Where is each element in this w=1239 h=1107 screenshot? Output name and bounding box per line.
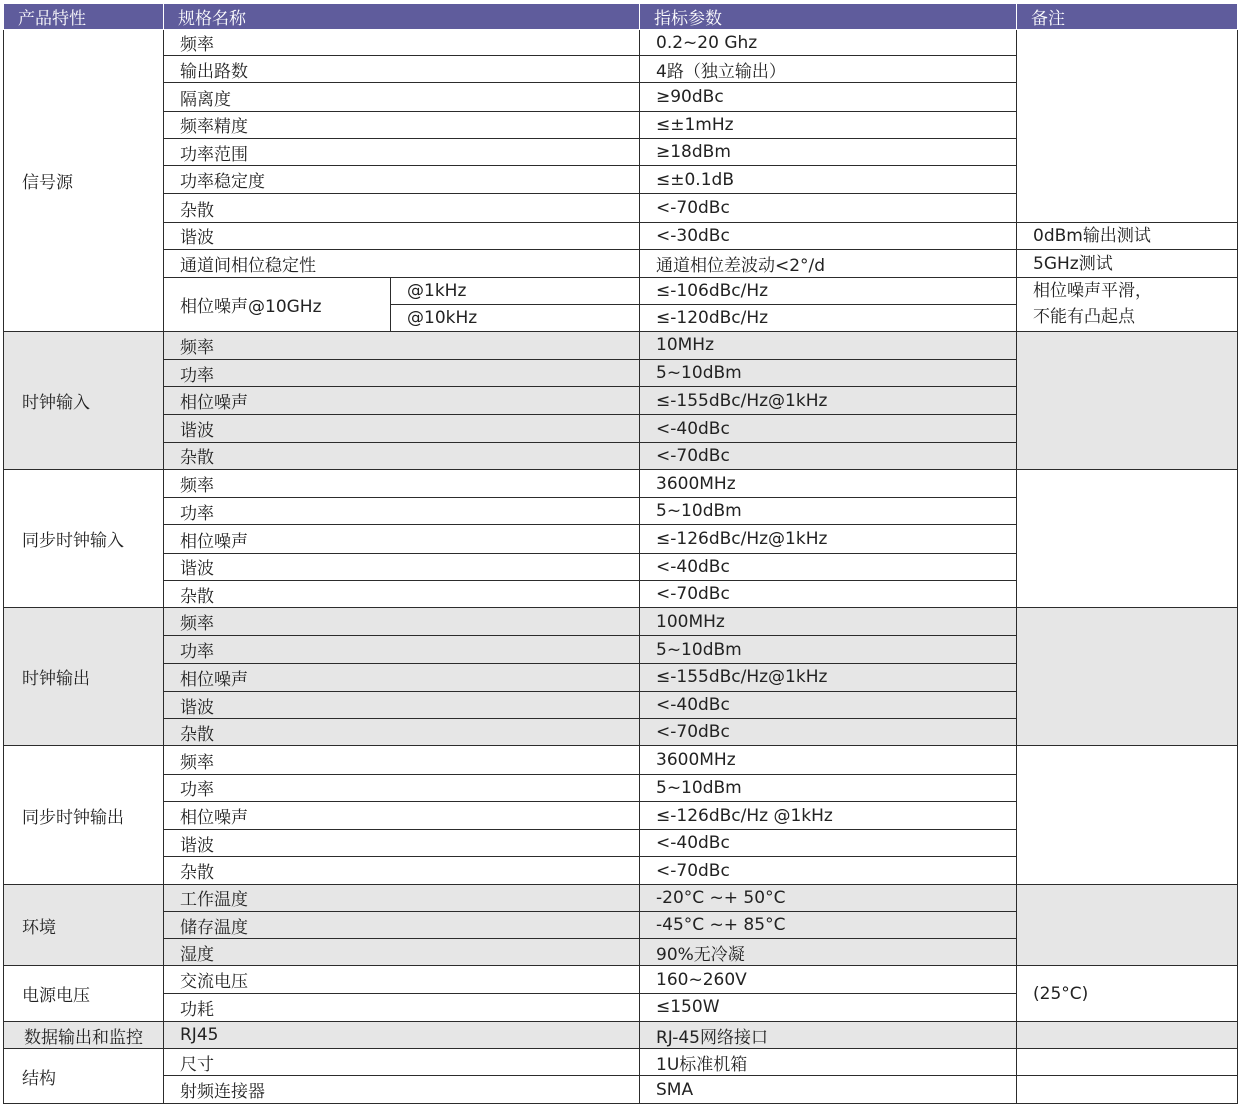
spec-name: 相位噪声 [164,663,640,691]
table-row [4,249,1238,277]
spec-value: 3600MHz [640,469,1017,497]
spec-name: 隔离度 [164,83,640,111]
spec-name: 功率范围 [164,138,640,165]
category-cell: 环境 [4,884,164,966]
table-row [4,746,1238,774]
spec-name: 杂散 [164,857,640,884]
spec-value: -20°C ~+ 50°C [640,884,1017,911]
remark-cell [1017,469,1238,607]
spec-value: -45°C ~+ 85°C [640,911,1017,938]
spec-name: 相位噪声 [164,387,640,415]
spec-value: 通道相位差波动<2°/d [640,249,1017,277]
category-cell: 电源电压 [4,966,164,1022]
spec-value: <-70dBc [640,194,1017,222]
spec-name: 通道间相位稳定性 [164,249,640,277]
spec-value: ≤±1mHz [640,111,1017,138]
spec-value: <-70dBc [640,719,1017,746]
spec-name: 相位噪声 [164,525,640,553]
spec-name: 谐波 [164,553,640,580]
spec-name: 功率 [164,359,640,386]
spec-value: 5~10dBm [640,774,1017,801]
spec-value: <-70dBc [640,442,1017,469]
spec-name: 谐波 [164,415,640,442]
category-cell: 结构 [4,1049,164,1104]
spec-value: ≥18dBm [640,138,1017,165]
spec-value: ≤±0.1dB [640,166,1017,194]
spec-name: 谐波 [164,691,640,718]
table-row [4,278,1238,305]
spec-value: ≤-120dBc/Hz [640,305,1017,331]
spec-name: 频率精度 [164,111,640,138]
spec-name: 交流电压 [164,966,640,993]
table-row [4,222,1238,249]
spec-name: 频率 [164,746,640,774]
spec-value: ≤150W [640,993,1017,1021]
table-row [4,966,1238,993]
table-row [4,1049,1238,1076]
spec-value: SMA [640,1076,1017,1104]
header-category: 产品特性 [4,4,164,30]
spec-name: 储存温度 [164,911,640,938]
category-cell: 同步时钟输入 [4,469,164,607]
header-row [4,4,1238,30]
table-row [4,30,1238,56]
spec-name: 谐波 [164,222,640,249]
remark-cell: 0dBm输出测试 [1017,222,1238,249]
table-row [4,469,1238,497]
spec-name: 功率 [164,498,640,525]
remark-cell [1017,746,1238,884]
spec-name: 射频连接器 [164,1076,640,1104]
spec-name: 功耗 [164,993,640,1021]
spec-name: 频率 [164,30,640,56]
remark-cell [1017,331,1238,469]
spec-name: 相位噪声@10GHz [164,278,391,331]
spec-name: 相位噪声 [164,801,640,829]
spec-name: 谐波 [164,830,640,857]
spec-value: 5~10dBm [640,359,1017,386]
remark-cell [1017,608,1238,746]
category-cell: 时钟输入 [4,331,164,469]
header-spec-name: 规格名称 [164,4,640,30]
spec-value: RJ-45网络接口 [640,1021,1017,1048]
remark-cell: 相位噪声平滑， 不能有凸起点 [1017,278,1238,331]
spec-value: <-70dBc [640,857,1017,884]
spec-value: ≤-155dBc/Hz@1kHz [640,663,1017,691]
spec-sub-condition: @1kHz [391,278,640,305]
spec-value: 90%无冷凝 [640,939,1017,966]
spec-value: 4路（独立输出） [640,56,1017,83]
category-cell: 时钟输出 [4,608,164,746]
remark-cell [1017,884,1238,966]
spec-value: 10MHz [640,331,1017,359]
spec-value: ≤-155dBc/Hz@1kHz [640,387,1017,415]
spec-value: ≤-126dBc/Hz@1kHz [640,525,1017,553]
category-cell: 数据输出和监控 [4,1021,164,1048]
spec-value: 5~10dBm [640,636,1017,663]
spec-value: 160~260V [640,966,1017,993]
spec-name: 频率 [164,331,640,359]
spec-name: 功率稳定度 [164,166,640,194]
category-cell: 同步时钟输出 [4,746,164,884]
header-remark: 备注 [1017,4,1238,30]
spec-name: 频率 [164,608,640,636]
spec-value: 1U标准机箱 [640,1049,1017,1076]
spec-name: 杂散 [164,194,640,222]
spec-sub-condition: @10kHz [391,305,640,331]
remark-cell [1017,1021,1238,1048]
remark-cell: (25°C) [1017,966,1238,1022]
spec-name: 功率 [164,774,640,801]
spec-name: 输出路数 [164,56,640,83]
table-row [4,1076,1238,1104]
spec-table [3,3,1238,1104]
spec-value: <-70dBc [640,580,1017,607]
spec-name: 杂散 [164,719,640,746]
table-row [4,884,1238,911]
spec-value: 0.2~20 Ghz [640,30,1017,56]
spec-name: 杂散 [164,580,640,607]
table-row [4,608,1238,636]
header-spec-value: 指标参数 [640,4,1017,30]
spec-value: ≤-126dBc/Hz @1kHz [640,801,1017,829]
spec-name: 工作温度 [164,884,640,911]
table-row [4,1021,1238,1048]
spec-name: 杂散 [164,442,640,469]
spec-value: 3600MHz [640,746,1017,774]
spec-value: 100MHz [640,608,1017,636]
spec-name: 频率 [164,469,640,497]
spec-name: 功率 [164,636,640,663]
spec-name: 湿度 [164,939,640,966]
spec-name: RJ45 [164,1021,640,1048]
remark-cell [1017,1076,1238,1104]
spec-value: <-40dBc [640,553,1017,580]
remark-cell: 5GHz测试 [1017,249,1238,277]
category-cell: 信号源 [4,30,164,332]
spec-value: <-30dBc [640,222,1017,249]
spec-value: <-40dBc [640,830,1017,857]
spec-value: 5~10dBm [640,498,1017,525]
remark-cell [1017,1049,1238,1076]
spec-name: 尺寸 [164,1049,640,1076]
spec-value: <-40dBc [640,415,1017,442]
table-row [4,331,1238,359]
spec-value: ≥90dBc [640,83,1017,111]
remark-cell [1017,30,1238,223]
spec-value: <-40dBc [640,691,1017,718]
spec-value: ≤-106dBc/Hz [640,278,1017,305]
